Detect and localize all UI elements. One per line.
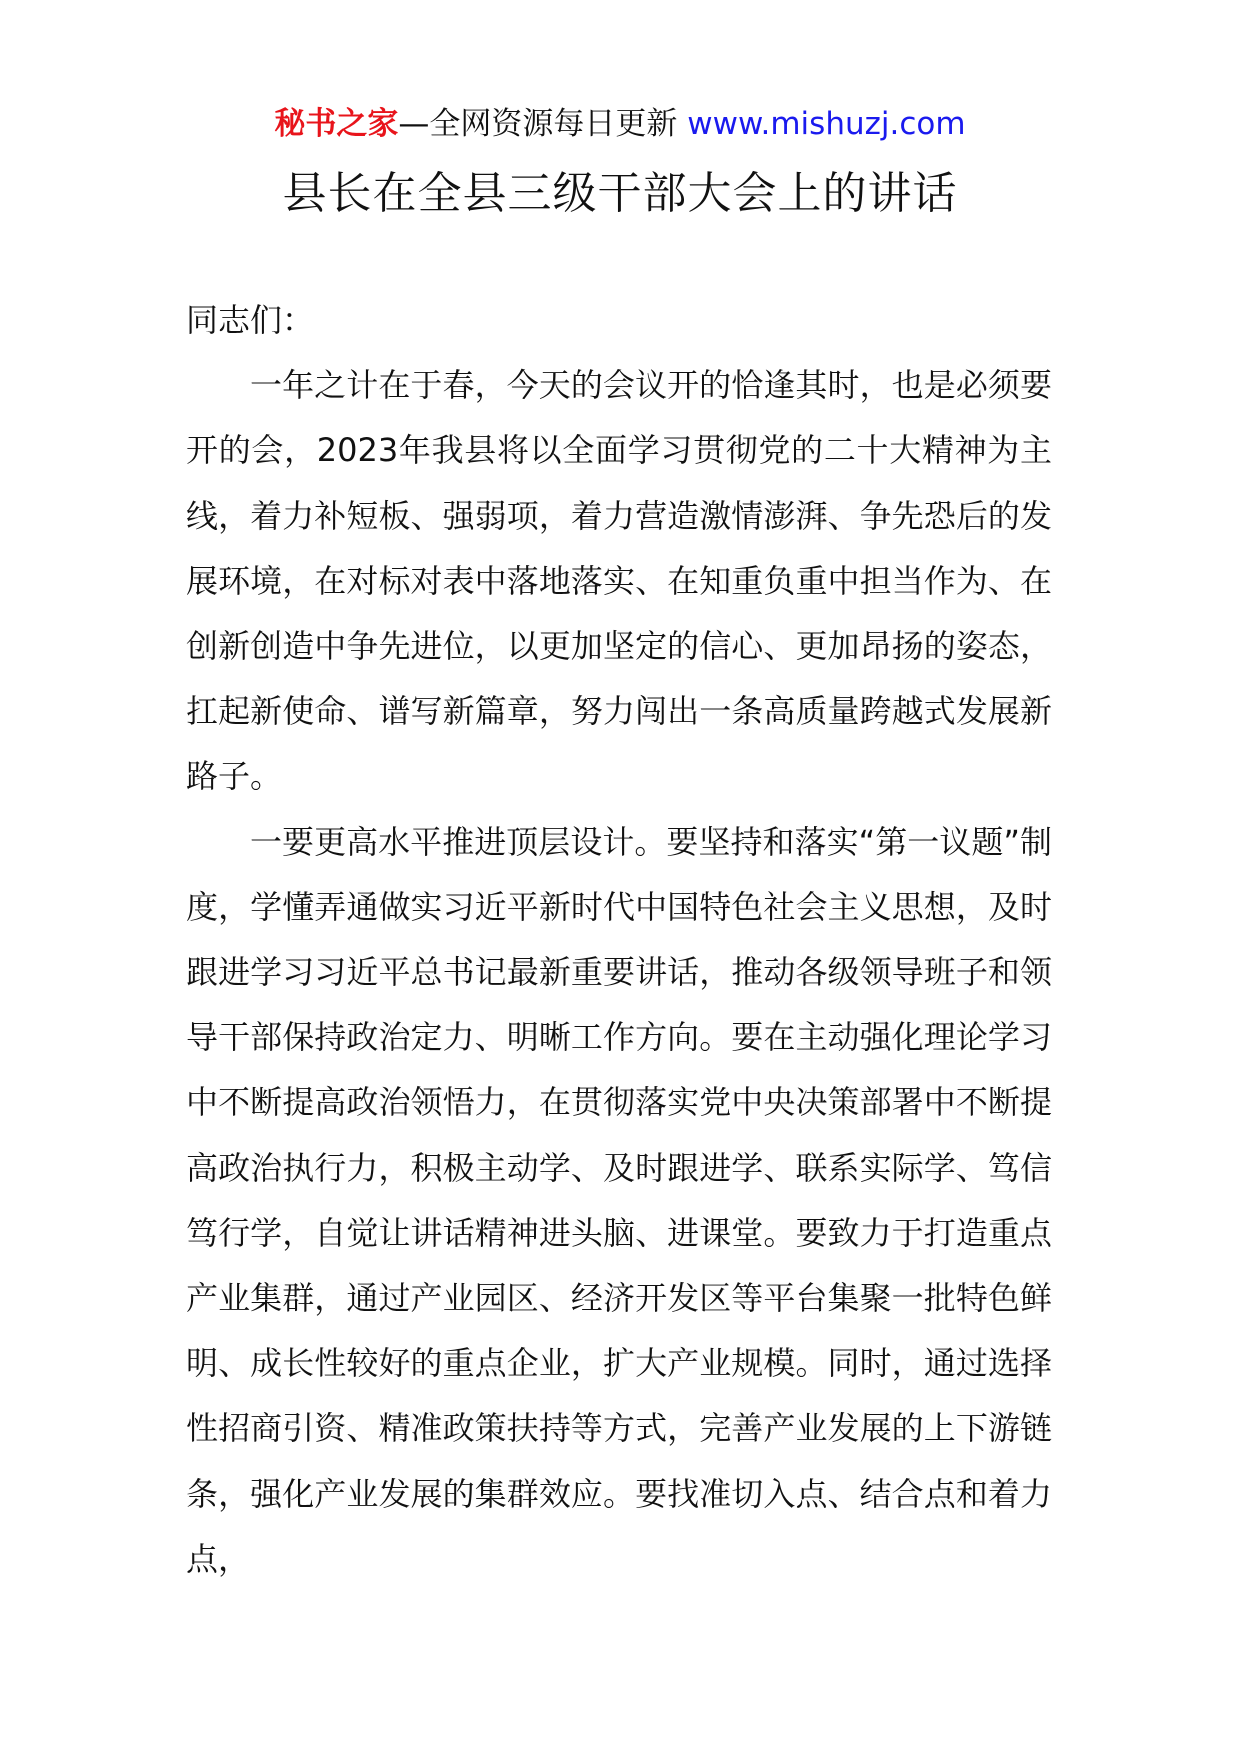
paragraph-opening: 一年之计在于春，今天的会议开的恰逢其时，也是必须要开的会，2023年我县将以全面学习贯彻党的二十大精神为主线，着力补短板、强弱项，着力营造激情澎湃、争先恐后的发展环境，在对标对表中落地落实、在知重负重中担当作为、在创新创造中争先进位，以更加坚定的信心、更加昂扬的姿态，扛起新使命、谱写新篇章，努力闯出一条高质量跨越式发展新路子。 <box>186 366 1052 796</box>
site-header <box>0 100 1240 148</box>
document-title: 县长在全县三级干部大会上的讲话 <box>282 168 958 219</box>
document-body <box>186 288 1052 1592</box>
paragraph-top-level-design: 一要更高水平推进顶层设计。要坚持和落实“第一议题”制度，学懂弄通做实习近平新时代中国特色社会主义思想，及时跟进学习习近平总书记最新重要讲话，推动各级领导班子和领导干部保持政治定力、明晰工作方向。要在主动强化理论学习中不断提高政治领悟力，在贯彻落实党中央决策部署中不断提高政治执行力，积极主动学、及时跟进学、联系实际学、笃信笃行学，自觉让讲话精神进头脑、进课堂。要致力于打造重点产业集群，通过产业园区、经济开发区等平台集聚一批特色鲜明、成长性较好的重点企业，扩大产业规模。同时，通过选择性招商引资、精准政策扶持等方式，完善产业发展的上下游链条，强化产业发展的集群效应。要找准切入点、结合点和着力点， <box>186 822 1052 1578</box>
salutation: 同志们： <box>186 301 315 339</box>
brand-name: 秘书之家 <box>274 106 399 142</box>
site-url-link[interactable]: www.mishuzj.com <box>687 106 966 142</box>
header-slogan: —全网资源每日更新 <box>398 106 678 142</box>
